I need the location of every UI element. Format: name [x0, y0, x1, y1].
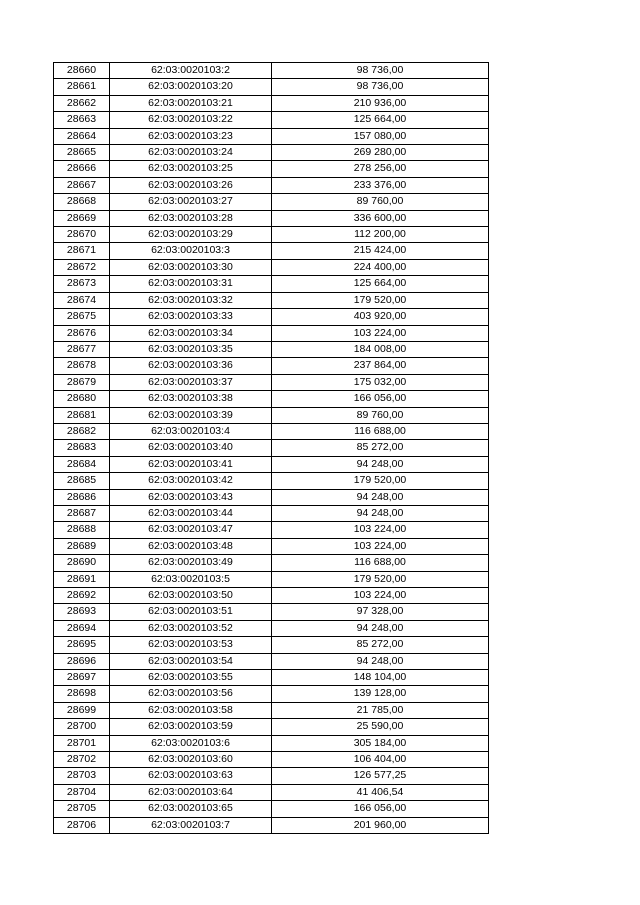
table-row [54, 128, 489, 144]
row-number-cell: 28687 [54, 505, 110, 521]
row-number-cell: 28691 [54, 571, 110, 587]
value-cell: 278 256,00 [272, 161, 489, 177]
row-number-cell: 28682 [54, 423, 110, 439]
table-row [54, 702, 489, 718]
cadastral-number-cell: 62:03:0020103:31 [110, 276, 272, 292]
row-number-cell: 28704 [54, 784, 110, 800]
cadastral-number-cell: 62:03:0020103:43 [110, 489, 272, 505]
table-row [54, 505, 489, 521]
value-cell: 215 424,00 [272, 243, 489, 259]
cadastral-number-cell: 62:03:0020103:53 [110, 637, 272, 653]
row-number-cell: 28662 [54, 95, 110, 111]
cadastral-number-cell: 62:03:0020103:23 [110, 128, 272, 144]
table-row [54, 752, 489, 768]
table-row [54, 686, 489, 702]
cadastral-number-cell: 62:03:0020103:40 [110, 440, 272, 456]
table-row [54, 341, 489, 357]
cadastral-number-cell: 62:03:0020103:7 [110, 817, 272, 833]
row-number-cell: 28668 [54, 194, 110, 210]
table-row [54, 555, 489, 571]
table-row [54, 112, 489, 128]
value-cell: 94 248,00 [272, 489, 489, 505]
value-cell: 94 248,00 [272, 620, 489, 636]
row-number-cell: 28677 [54, 341, 110, 357]
table-row [54, 653, 489, 669]
table-row [54, 620, 489, 636]
cadastral-number-cell: 62:03:0020103:6 [110, 735, 272, 751]
cadastral-number-cell: 62:03:0020103:54 [110, 653, 272, 669]
cadastral-number-cell: 62:03:0020103:33 [110, 309, 272, 325]
cadastral-number-cell: 62:03:0020103:37 [110, 374, 272, 390]
row-number-cell: 28669 [54, 210, 110, 226]
cadastral-number-cell: 62:03:0020103:42 [110, 473, 272, 489]
value-cell: 41 406,54 [272, 784, 489, 800]
cadastral-number-cell: 62:03:0020103:44 [110, 505, 272, 521]
row-number-cell: 28689 [54, 538, 110, 554]
row-number-cell: 28661 [54, 79, 110, 95]
row-number-cell: 28693 [54, 604, 110, 620]
table-row [54, 604, 489, 620]
cadastral-number-cell: 62:03:0020103:32 [110, 292, 272, 308]
row-number-cell: 28665 [54, 145, 110, 161]
row-number-cell: 28663 [54, 112, 110, 128]
cadastral-number-cell: 62:03:0020103:63 [110, 768, 272, 784]
row-number-cell: 28697 [54, 670, 110, 686]
cadastral-number-cell: 62:03:0020103:25 [110, 161, 272, 177]
row-number-cell: 28672 [54, 259, 110, 275]
table-row [54, 145, 489, 161]
value-cell: 103 224,00 [272, 522, 489, 538]
row-number-cell: 28699 [54, 702, 110, 718]
row-number-cell: 28688 [54, 522, 110, 538]
cadastral-number-cell: 62:03:0020103:5 [110, 571, 272, 587]
table-row [54, 374, 489, 390]
cadastral-number-cell: 62:03:0020103:24 [110, 145, 272, 161]
row-number-cell: 28698 [54, 686, 110, 702]
cadastral-number-cell: 62:03:0020103:27 [110, 194, 272, 210]
value-cell: 89 760,00 [272, 407, 489, 423]
value-cell: 403 920,00 [272, 309, 489, 325]
value-cell: 237 864,00 [272, 358, 489, 374]
cadastral-number-cell: 62:03:0020103:22 [110, 112, 272, 128]
table-row [54, 79, 489, 95]
cadastral-number-cell: 62:03:0020103:56 [110, 686, 272, 702]
row-number-cell: 28681 [54, 407, 110, 423]
cadastral-number-cell: 62:03:0020103:35 [110, 341, 272, 357]
row-number-cell: 28671 [54, 243, 110, 259]
table-row [54, 194, 489, 210]
value-cell: 25 590,00 [272, 719, 489, 735]
table-row [54, 423, 489, 439]
value-cell: 85 272,00 [272, 637, 489, 653]
value-cell: 125 664,00 [272, 112, 489, 128]
cadastral-number-cell: 62:03:0020103:51 [110, 604, 272, 620]
row-number-cell: 28685 [54, 473, 110, 489]
cadastral-number-cell: 62:03:0020103:64 [110, 784, 272, 800]
table-row [54, 588, 489, 604]
value-cell: 179 520,00 [272, 473, 489, 489]
cadastral-number-cell: 62:03:0020103:4 [110, 423, 272, 439]
row-number-cell: 28684 [54, 456, 110, 472]
table-row [54, 784, 489, 800]
cadastral-number-cell: 62:03:0020103:50 [110, 588, 272, 604]
cadastral-number-cell: 62:03:0020103:3 [110, 243, 272, 259]
table-row [54, 259, 489, 275]
value-cell: 201 960,00 [272, 817, 489, 833]
value-cell: 224 400,00 [272, 259, 489, 275]
table-row [54, 276, 489, 292]
value-cell: 125 664,00 [272, 276, 489, 292]
table-row [54, 161, 489, 177]
value-cell: 139 128,00 [272, 686, 489, 702]
table-row [54, 670, 489, 686]
table-row [54, 735, 489, 751]
table-row [54, 95, 489, 111]
value-cell: 106 404,00 [272, 752, 489, 768]
cadastral-number-cell: 62:03:0020103:59 [110, 719, 272, 735]
value-cell: 89 760,00 [272, 194, 489, 210]
cadastral-number-cell: 62:03:0020103:30 [110, 259, 272, 275]
value-cell: 94 248,00 [272, 653, 489, 669]
cadastral-number-cell: 62:03:0020103:36 [110, 358, 272, 374]
row-number-cell: 28701 [54, 735, 110, 751]
row-number-cell: 28692 [54, 588, 110, 604]
row-number-cell: 28660 [54, 63, 110, 79]
row-number-cell: 28705 [54, 801, 110, 817]
row-number-cell: 28679 [54, 374, 110, 390]
cadastral-number-cell: 62:03:0020103:41 [110, 456, 272, 472]
value-cell: 116 688,00 [272, 423, 489, 439]
table-row [54, 571, 489, 587]
cadastral-number-cell: 62:03:0020103:47 [110, 522, 272, 538]
cadastral-number-cell: 62:03:0020103:28 [110, 210, 272, 226]
value-cell: 112 200,00 [272, 227, 489, 243]
row-number-cell: 28674 [54, 292, 110, 308]
row-number-cell: 28675 [54, 309, 110, 325]
table-row [54, 210, 489, 226]
cadastral-number-cell: 62:03:0020103:34 [110, 325, 272, 341]
value-cell: 336 600,00 [272, 210, 489, 226]
table-row [54, 440, 489, 456]
value-cell: 103 224,00 [272, 588, 489, 604]
row-number-cell: 28690 [54, 555, 110, 571]
value-cell: 175 032,00 [272, 374, 489, 390]
row-number-cell: 28695 [54, 637, 110, 653]
value-cell: 116 688,00 [272, 555, 489, 571]
cadastral-number-cell: 62:03:0020103:26 [110, 177, 272, 193]
value-cell: 94 248,00 [272, 505, 489, 521]
cadastral-number-cell: 62:03:0020103:60 [110, 752, 272, 768]
row-number-cell: 28670 [54, 227, 110, 243]
cadastral-number-cell: 62:03:0020103:48 [110, 538, 272, 554]
cadastral-number-cell: 62:03:0020103:52 [110, 620, 272, 636]
table-row [54, 489, 489, 505]
table-row [54, 768, 489, 784]
table-row [54, 637, 489, 653]
table-row [54, 817, 489, 833]
cadastral-number-cell: 62:03:0020103:21 [110, 95, 272, 111]
value-cell: 21 785,00 [272, 702, 489, 718]
table-row [54, 801, 489, 817]
table-body [54, 63, 489, 834]
value-cell: 305 184,00 [272, 735, 489, 751]
table-row [54, 292, 489, 308]
value-cell: 126 577,25 [272, 768, 489, 784]
value-cell: 103 224,00 [272, 538, 489, 554]
table-row [54, 719, 489, 735]
cadastral-number-cell: 62:03:0020103:2 [110, 63, 272, 79]
value-cell: 269 280,00 [272, 145, 489, 161]
cadastral-number-cell: 62:03:0020103:20 [110, 79, 272, 95]
row-number-cell: 28686 [54, 489, 110, 505]
value-cell: 98 736,00 [272, 63, 489, 79]
table-row [54, 325, 489, 341]
value-cell: 166 056,00 [272, 801, 489, 817]
row-number-cell: 28673 [54, 276, 110, 292]
table-row [54, 391, 489, 407]
cadastral-number-cell: 62:03:0020103:65 [110, 801, 272, 817]
row-number-cell: 28700 [54, 719, 110, 735]
row-number-cell: 28667 [54, 177, 110, 193]
value-cell: 157 080,00 [272, 128, 489, 144]
cadastral-number-cell: 62:03:0020103:29 [110, 227, 272, 243]
value-cell: 85 272,00 [272, 440, 489, 456]
table-row [54, 358, 489, 374]
value-cell: 210 936,00 [272, 95, 489, 111]
table-row [54, 227, 489, 243]
cadastral-number-cell: 62:03:0020103:58 [110, 702, 272, 718]
table-row [54, 309, 489, 325]
value-cell: 184 008,00 [272, 341, 489, 357]
table-row [54, 522, 489, 538]
row-number-cell: 28676 [54, 325, 110, 341]
table-row [54, 63, 489, 79]
cadastral-number-cell: 62:03:0020103:49 [110, 555, 272, 571]
value-cell: 98 736,00 [272, 79, 489, 95]
row-number-cell: 28696 [54, 653, 110, 669]
value-cell: 148 104,00 [272, 670, 489, 686]
table-row [54, 407, 489, 423]
row-number-cell: 28683 [54, 440, 110, 456]
row-number-cell: 28694 [54, 620, 110, 636]
table-row [54, 456, 489, 472]
row-number-cell: 28666 [54, 161, 110, 177]
row-number-cell: 28702 [54, 752, 110, 768]
table-row [54, 473, 489, 489]
value-cell: 166 056,00 [272, 391, 489, 407]
row-number-cell: 28680 [54, 391, 110, 407]
value-cell: 103 224,00 [272, 325, 489, 341]
cadastral-number-cell: 62:03:0020103:39 [110, 407, 272, 423]
table-row [54, 177, 489, 193]
row-number-cell: 28703 [54, 768, 110, 784]
value-cell: 179 520,00 [272, 571, 489, 587]
cadastral-number-cell: 62:03:0020103:38 [110, 391, 272, 407]
cadastral-value-table [53, 62, 489, 834]
row-number-cell: 28664 [54, 128, 110, 144]
value-cell: 179 520,00 [272, 292, 489, 308]
table-row [54, 243, 489, 259]
row-number-cell: 28706 [54, 817, 110, 833]
value-cell: 97 328,00 [272, 604, 489, 620]
value-cell: 233 376,00 [272, 177, 489, 193]
cadastral-number-cell: 62:03:0020103:55 [110, 670, 272, 686]
value-cell: 94 248,00 [272, 456, 489, 472]
table-row [54, 538, 489, 554]
row-number-cell: 28678 [54, 358, 110, 374]
